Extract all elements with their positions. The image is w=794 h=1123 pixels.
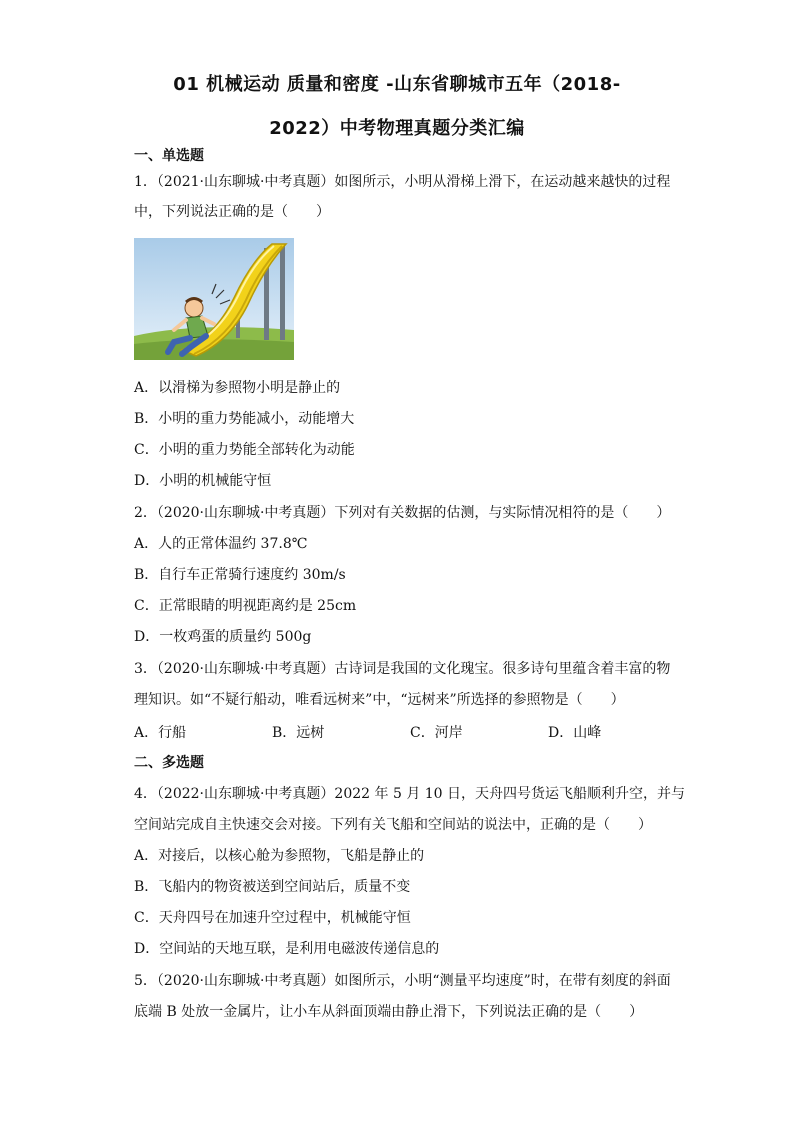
question-4-option-c: C．天舟四号在加速升空过程中，机械能守恒 [134, 910, 411, 926]
question-3-option-a: A．行船 [134, 725, 187, 741]
question-3-stem-line-2: 理知识。如“不疑行船动，唯看远树来”中，“远树来”所选择的参照物是（ ） [134, 692, 625, 708]
question-3-option-b: B．远树 [272, 725, 325, 741]
question-4-option-d: D．空间站的天地互联，是利用电磁波传递信息的 [134, 941, 440, 957]
slide-illustration [134, 238, 294, 360]
question-1-option-b: B．小明的重力势能减小，动能增大 [134, 411, 355, 427]
question-1-option-a: A．以滑梯为参照物小明是静止的 [134, 380, 341, 396]
question-2-option-a: A．人的正常体温约 37.8℃ [134, 536, 308, 552]
question-1-stem-line-2: 中，下列说法正确的是（ ） [134, 204, 330, 220]
section-heading-single-choice: 一、单选题 [134, 148, 204, 164]
question-2-option-c: C．正常眼睛的明视距离约是 25cm [134, 598, 357, 614]
question-4-option-b: B．飞船内的物资被送到空间站后，质量不变 [134, 879, 411, 895]
question-5-stem-line-2: 底端 B 处放一金属片，让小车从斜面顶端由静止滑下，下列说法正确的是（ ） [134, 1004, 644, 1020]
question-1-option-d: D．小明的机械能守恒 [134, 473, 272, 489]
question-4-stem-line-2: 空间站完成自主快速交会对接。下列有关飞船和空间站的说法中，正确的是（ ） [134, 817, 652, 833]
question-3-option-d: D．山峰 [548, 725, 602, 741]
question-1-option-c: C．小明的重力势能全部转化为动能 [134, 442, 355, 458]
question-5-stem-line-1: 5．（2020·山东聊城·中考真题）如图所示，小明“测量平均速度”时，在带有刻度的斜面 [134, 973, 671, 989]
section-heading-multiple-choice: 二、多选题 [134, 755, 204, 771]
document-title-line-2: 2022）中考物理真题分类汇编 [269, 118, 525, 139]
question-2-option-d: D．一枚鸡蛋的质量约 500g [134, 629, 312, 645]
question-2-stem: 2．（2020·山东聊城·中考真题）下列对有关数据的估测，与实际情况相符的是（ ） [134, 505, 671, 521]
question-2-option-b: B．自行车正常骑行速度约 30m/s [134, 567, 346, 583]
question-3-stem-line-1: 3．（2020·山东聊城·中考真题）古诗词是我国的文化瑰宝。很多诗句里蕴含着丰富的物 [134, 661, 671, 677]
question-3-options [134, 722, 654, 742]
question-3-option-c: C．河岸 [410, 725, 463, 741]
document-title-line-1: 01 机械运动 质量和密度 -山东省聊城市五年（2018- [173, 74, 621, 95]
question-4-option-a: A．对接后，以核心舱为参照物，飞船是静止的 [134, 848, 425, 864]
question-1-stem-line-1: 1．（2021·山东聊城·中考真题）如图所示，小明从滑梯上滑下，在运动越来越快的过程 [134, 174, 671, 190]
question-4-stem-line-1: 4．（2022·山东聊城·中考真题）2022 年 5 月 10 日，天舟四号货运飞船顺利升空，并与 [134, 786, 686, 802]
